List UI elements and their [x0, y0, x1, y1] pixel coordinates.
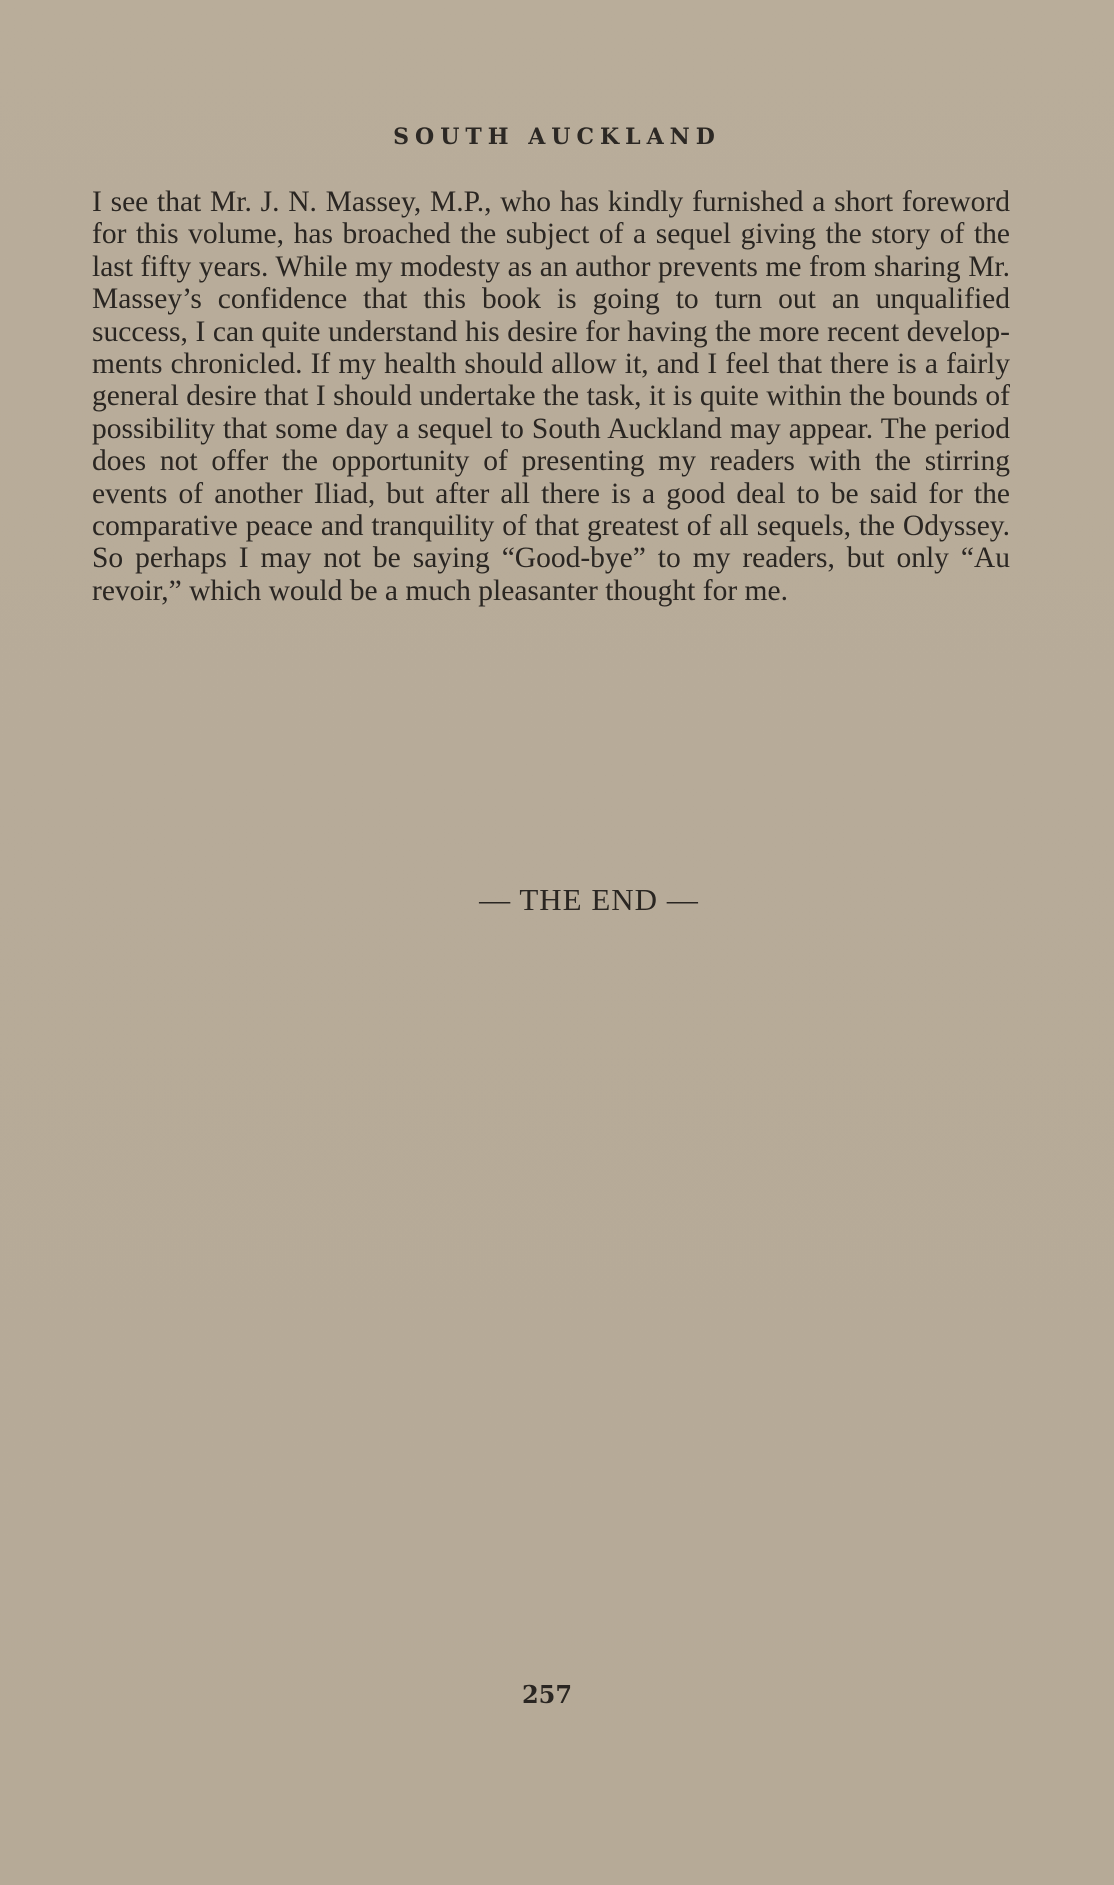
the-end-heading: — THE END — — [479, 882, 699, 917]
page-number: 257 — [521, 1680, 573, 1709]
running-head: SOUTH AUCKLAND — [393, 124, 721, 150]
body-paragraph-block — [92, 186, 1010, 607]
body-paragraph: I see that Mr. J. N. Massey, M.P., who has kindly furnished a short foreword for this volume, has broached the subject of a sequel giving the story of the last fifty years. While my modesty as an author prevents me from sharing Mr. Massey’s confidence that this book is going to turn out an unqualified success, I can quite understand his desire for having the more recent develop-ments chronicled. If my health should allow it, and I feel that there is a fairly general desire that I should undertake the task, it is quite within the bounds of possibility that some day a sequel to South Auckland may appear. The period does not offer the opportunity of presenting my readers with the stirring events of another Iliad, but after all there is a good deal to be said for the comparative peace and tranquility of that greatest of all sequels, the Odyssey. So perhaps I may not be saying “Good-bye” to my readers, but only “Au revoir,” which would be a much pleasanter thought for me. — [92, 186, 1010, 607]
